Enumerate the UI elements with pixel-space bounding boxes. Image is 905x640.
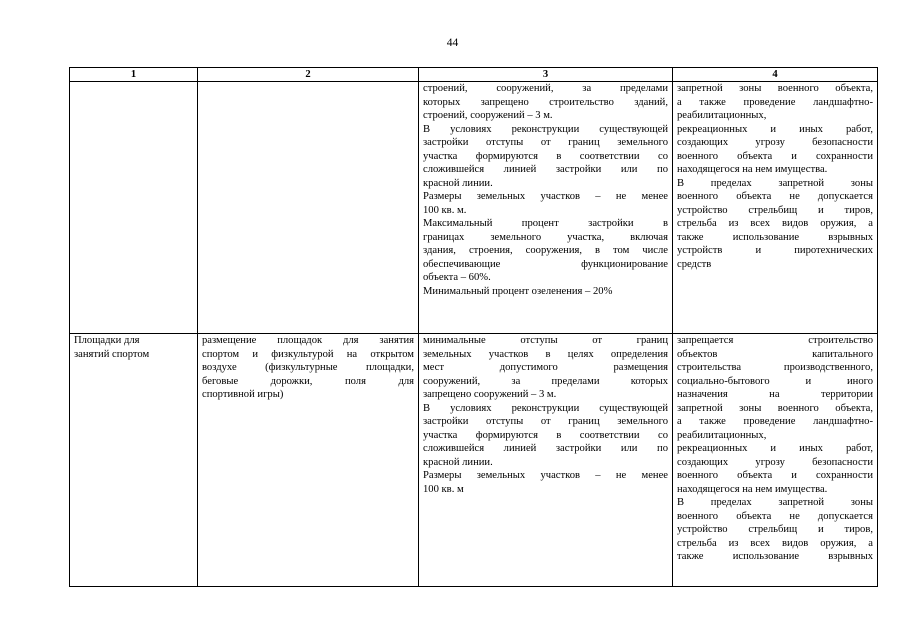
text-line: спортом и физкультурой на открытом (202, 348, 414, 360)
page-number: 44 (446, 37, 459, 49)
text-line: участка формируются в соответствии со (423, 429, 668, 441)
text-line: устройство стрельбищ и тиров, (677, 204, 873, 216)
text-line: объектов капитального (677, 348, 873, 360)
table-row (70, 82, 878, 334)
text-line: В пределах запретной зоны (677, 497, 873, 508)
text-line: строительства производственного, (677, 362, 873, 373)
text-line: социально-бытового и иного (677, 375, 873, 387)
text-line: устройств и пиротехнических (677, 245, 873, 256)
text-line: застройки отступы от границ земельного (423, 137, 668, 148)
text-line: размещение площадок для занятия (202, 335, 414, 346)
text-line: запрещено сооружений – 3 м. (423, 389, 557, 400)
text-line: земельных участков в целях определения (423, 348, 668, 360)
text-line: В условиях реконструкции существующей (423, 402, 668, 414)
text-line: военного объекта не допускается (677, 191, 873, 202)
text-line: средств (677, 258, 712, 270)
text-line: красной линии. (423, 456, 493, 468)
text-line: 100 кв. м (423, 483, 464, 495)
text-line: реабилитационных, (677, 110, 767, 121)
text-line: сложившейся линией застройки или по (423, 443, 668, 454)
text-line: сложившейся линией застройки или по (423, 164, 668, 175)
text-line: запретной зоны военного объекта, (677, 402, 873, 414)
text-line: а также проведение ландшафтно- (677, 416, 873, 427)
cell-restrictions (673, 82, 878, 334)
text-line: реабилитационных, (677, 429, 767, 441)
text-line: участка формируются в соответствии со (423, 150, 668, 162)
cell-use-description (198, 82, 419, 334)
text-line: Максимальный процент застройки в (423, 218, 668, 229)
text-line: минимальные отступы от границ (423, 335, 668, 346)
text-line: мест допустимого размещения (423, 362, 668, 373)
text-line: военного объекта и сохранности (677, 470, 873, 481)
text-line: которых запрещено строительство зданий, (423, 96, 668, 108)
text-line: Размеры земельных участков – не менее (423, 470, 668, 481)
text-line: запретной зоны военного объекта, (677, 83, 873, 94)
text-line: также использование взрывных (677, 551, 873, 562)
cell-parameters (419, 334, 673, 587)
column-header-4: 4 (673, 68, 878, 82)
text-line: объекта – 60%. (423, 272, 491, 283)
text-line: обеспечивающие функционирование (423, 258, 668, 270)
text-line: беговые дорожки, поля для (202, 375, 414, 387)
regulations-table (69, 67, 878, 587)
cell-restrictions (673, 334, 878, 587)
text-line: воздухе (физкультурные площадки, (202, 362, 414, 373)
text-line: В пределах запретной зоны (677, 177, 873, 189)
text-line: Размеры земельных участков – не менее (423, 191, 668, 202)
text-line: Минимальный процент озеленения – 20% (423, 285, 613, 297)
text-line: устройство стрельбищ и тиров, (677, 524, 873, 535)
text-line: строений, сооружений, за пределами (423, 83, 668, 94)
column-header-1: 1 (70, 68, 198, 82)
cell-parameters (419, 82, 673, 334)
text-line: здания, строения, сооружения, в том числе (423, 245, 668, 256)
text-line: Площадки для (74, 335, 140, 346)
text-line: спортивной игры) (202, 389, 284, 400)
text-line: В условиях реконструкции существующей (423, 123, 668, 135)
text-line: стрельба из всех видов оружия, а (677, 537, 873, 549)
text-line: запрещается строительство (677, 335, 873, 346)
column-header-2: 2 (198, 68, 419, 82)
text-line: рекреационных и иных работ, (677, 123, 873, 135)
text-line: назначения на территории (677, 389, 873, 400)
text-line: также использование взрывных (677, 231, 873, 243)
text-line: находящегося на нем имущества. (677, 483, 828, 495)
column-header-3: 3 (419, 68, 673, 82)
text-line: создающих угрозу безопасности (677, 456, 873, 468)
text-line: застройки отступы от границ земельного (423, 416, 668, 427)
text-line: рекреационных и иных работ, (677, 443, 873, 454)
text-line: стрельба из всех видов оружия, а (677, 218, 873, 229)
text-line: границах земельного участка, включая (423, 231, 668, 243)
text-line: создающих угрозу безопасности (677, 137, 873, 148)
text-line: 100 кв. м. (423, 204, 467, 216)
text-line: военного объекта и сохранности (677, 150, 873, 162)
cell-use-type (70, 334, 198, 587)
cell-use-type (70, 82, 198, 334)
text-line: сооружений, за пределами которых (423, 375, 668, 387)
table-header-row (70, 68, 878, 82)
text-line: строений, сооружений – 3 м. (423, 110, 553, 121)
text-line: военного объекта не допускается (677, 510, 873, 522)
text-line: находящегося на нем имущества. (677, 164, 828, 175)
text-line: занятий спортом (74, 348, 150, 360)
cell-use-description (198, 334, 419, 587)
table-row (70, 334, 878, 587)
text-line: а также проведение ландшафтно- (677, 96, 873, 108)
text-line: красной линии. (423, 177, 493, 189)
